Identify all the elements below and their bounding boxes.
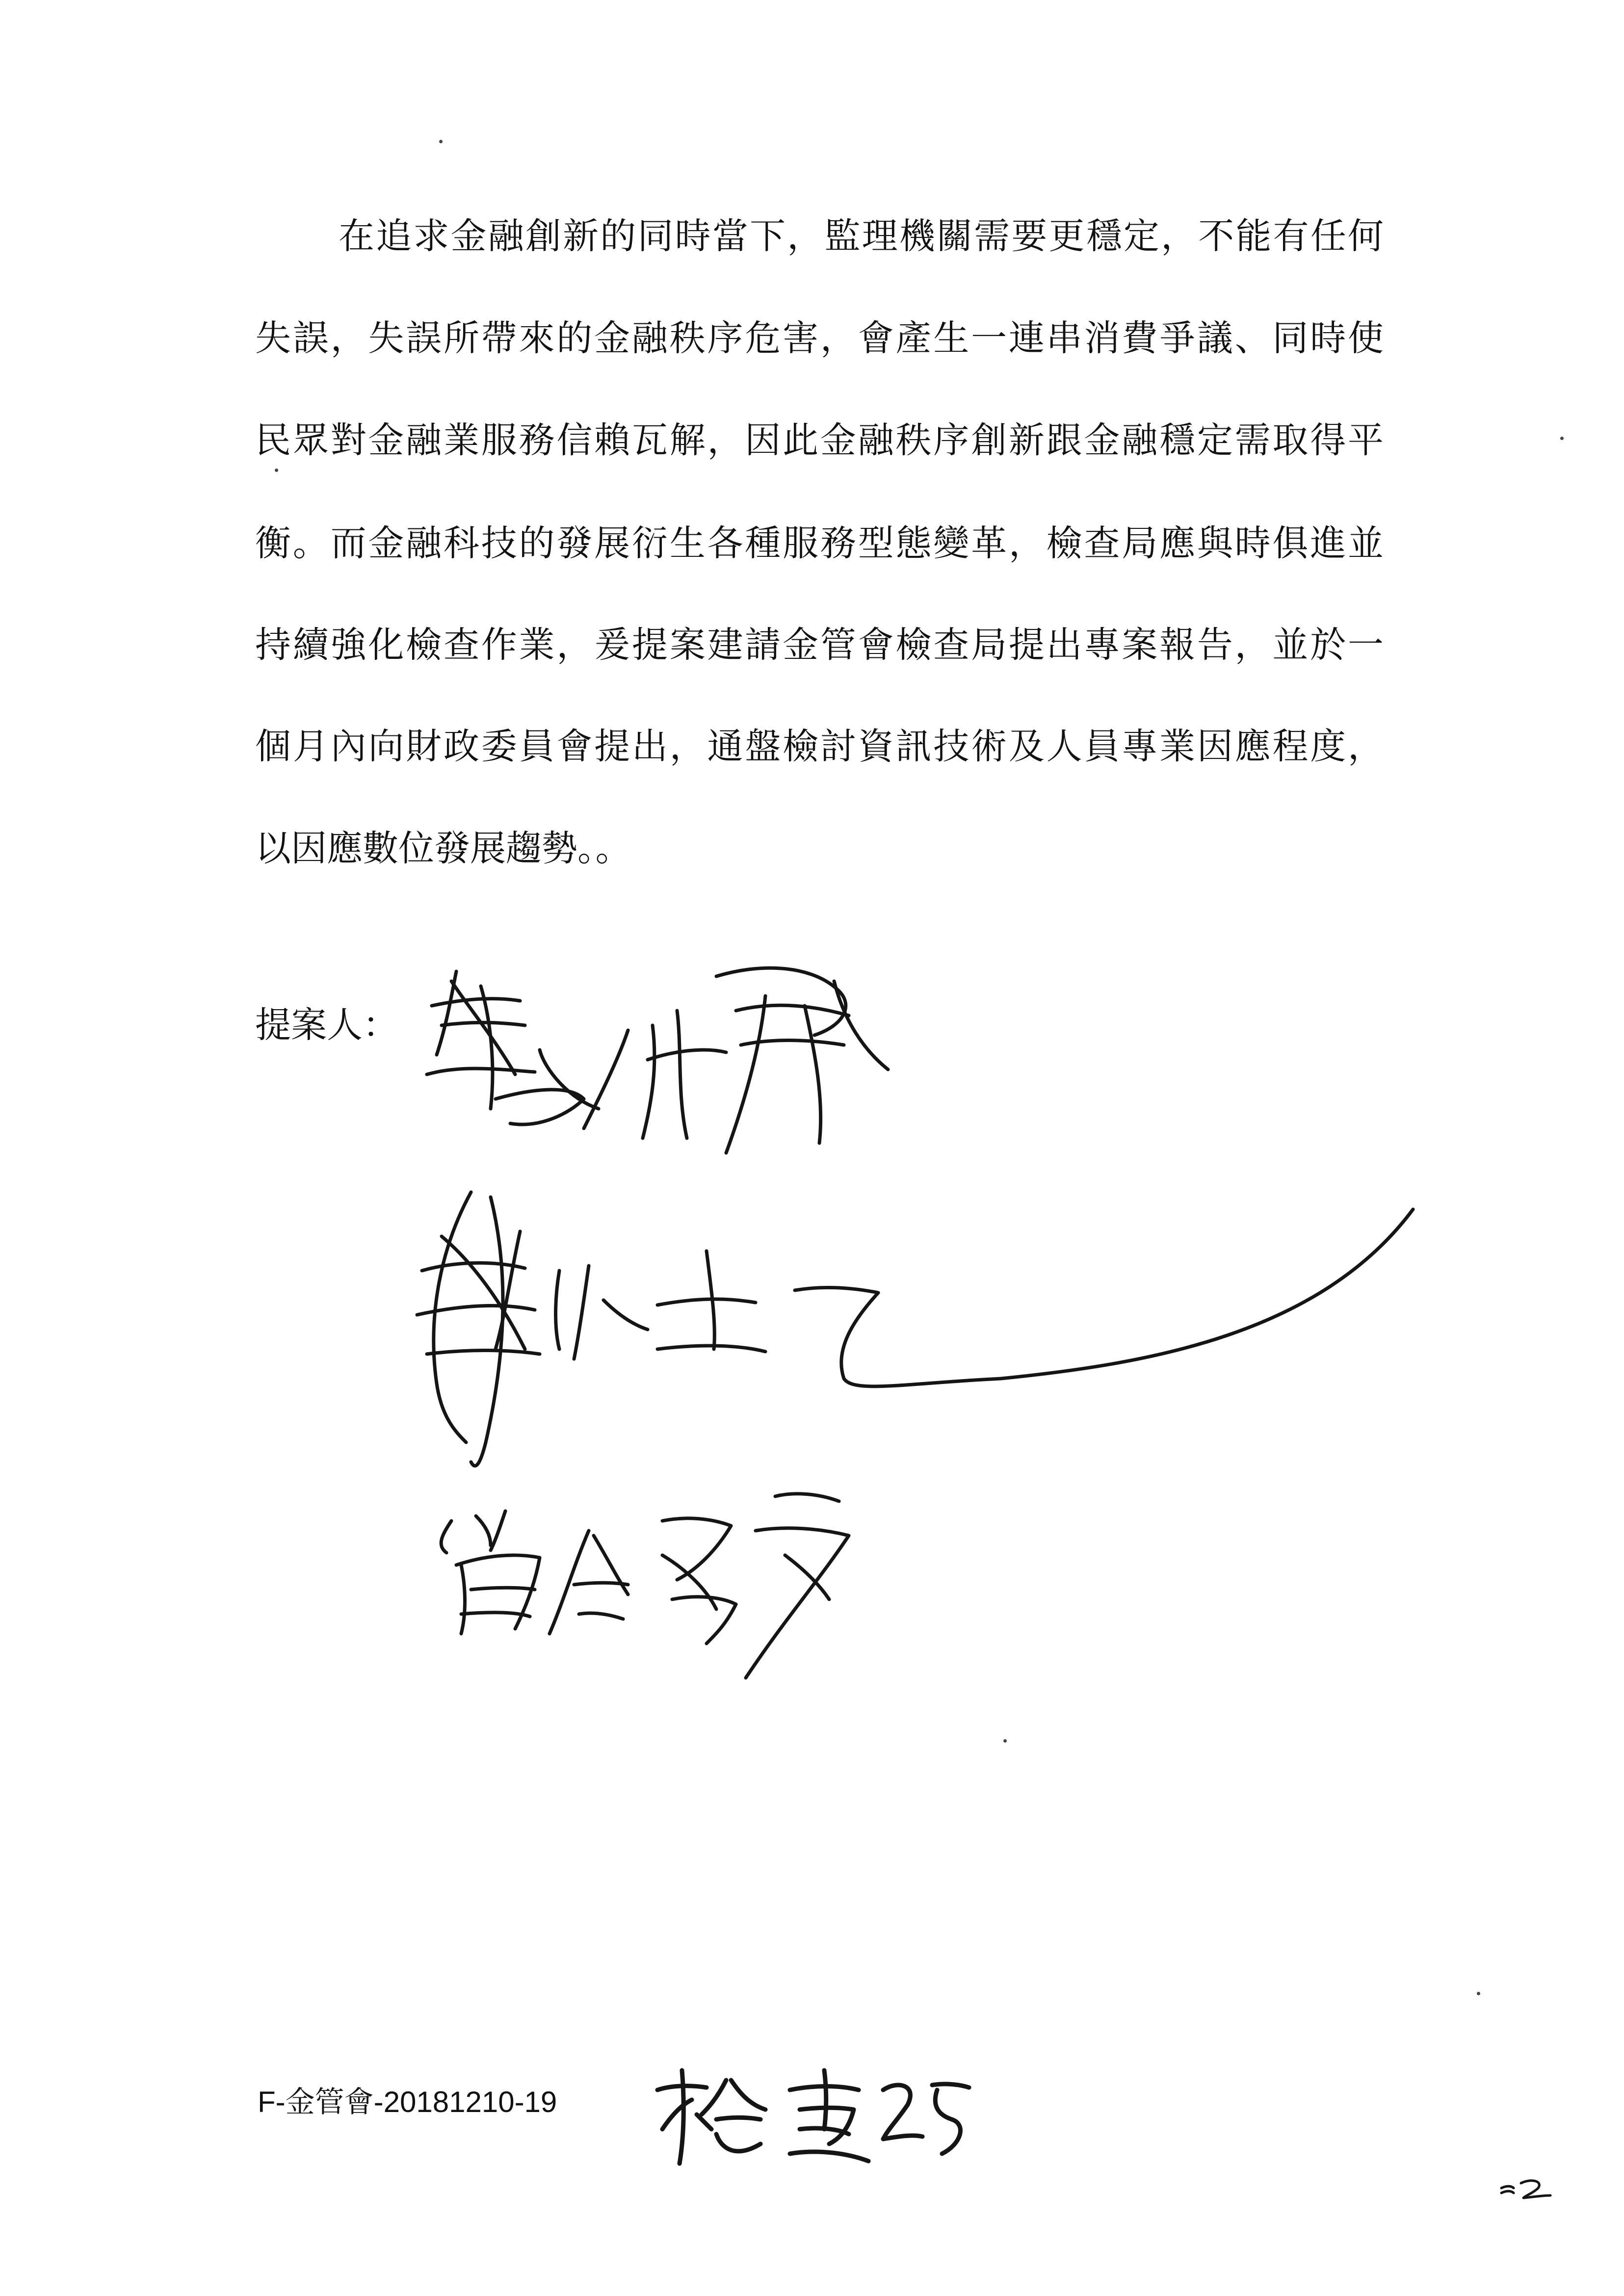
document-number: F-金管會-20181210-19	[258, 2086, 557, 2118]
handwritten-note	[643, 2061, 976, 2168]
body-line: 以因應數位發展趨勢。。	[255, 828, 631, 869]
scan-speck	[1560, 437, 1564, 440]
page-mark	[1496, 2173, 1555, 2203]
body-line: 持續強化檢查作業，爰提案建請金管會檢查局提出專案報告，並於一	[255, 624, 1384, 666]
scan-speck	[1003, 1739, 1007, 1743]
body-line: 失誤，失誤所帶來的金融秩序危害，會產生一連串消費爭議、同時使	[255, 317, 1384, 359]
body-line: 衡。而金融科技的發展衍生各種服務型態變革，檢查局應與時俱進並	[255, 522, 1384, 564]
scan-speck	[1477, 1992, 1480, 1995]
signature-2	[412, 1187, 1442, 1472]
proposer-label: 提案人：	[255, 1004, 398, 1046]
signature-3	[432, 1472, 854, 1688]
body-line: 個月內向財政委員會提出，通盤檢討資訊技術及人員專業因應程度，	[255, 726, 1384, 767]
body-line: 在追求金融創新的同時當下，監理機關需要更穩定，不能有任何	[339, 215, 1384, 257]
body-line: 民眾對金融業服務信賴瓦解，因此金融秩序創新跟金融穩定需取得平	[255, 419, 1384, 461]
scan-speck	[439, 140, 443, 143]
scan-speck	[275, 469, 278, 472]
signature-1	[422, 952, 932, 1158]
